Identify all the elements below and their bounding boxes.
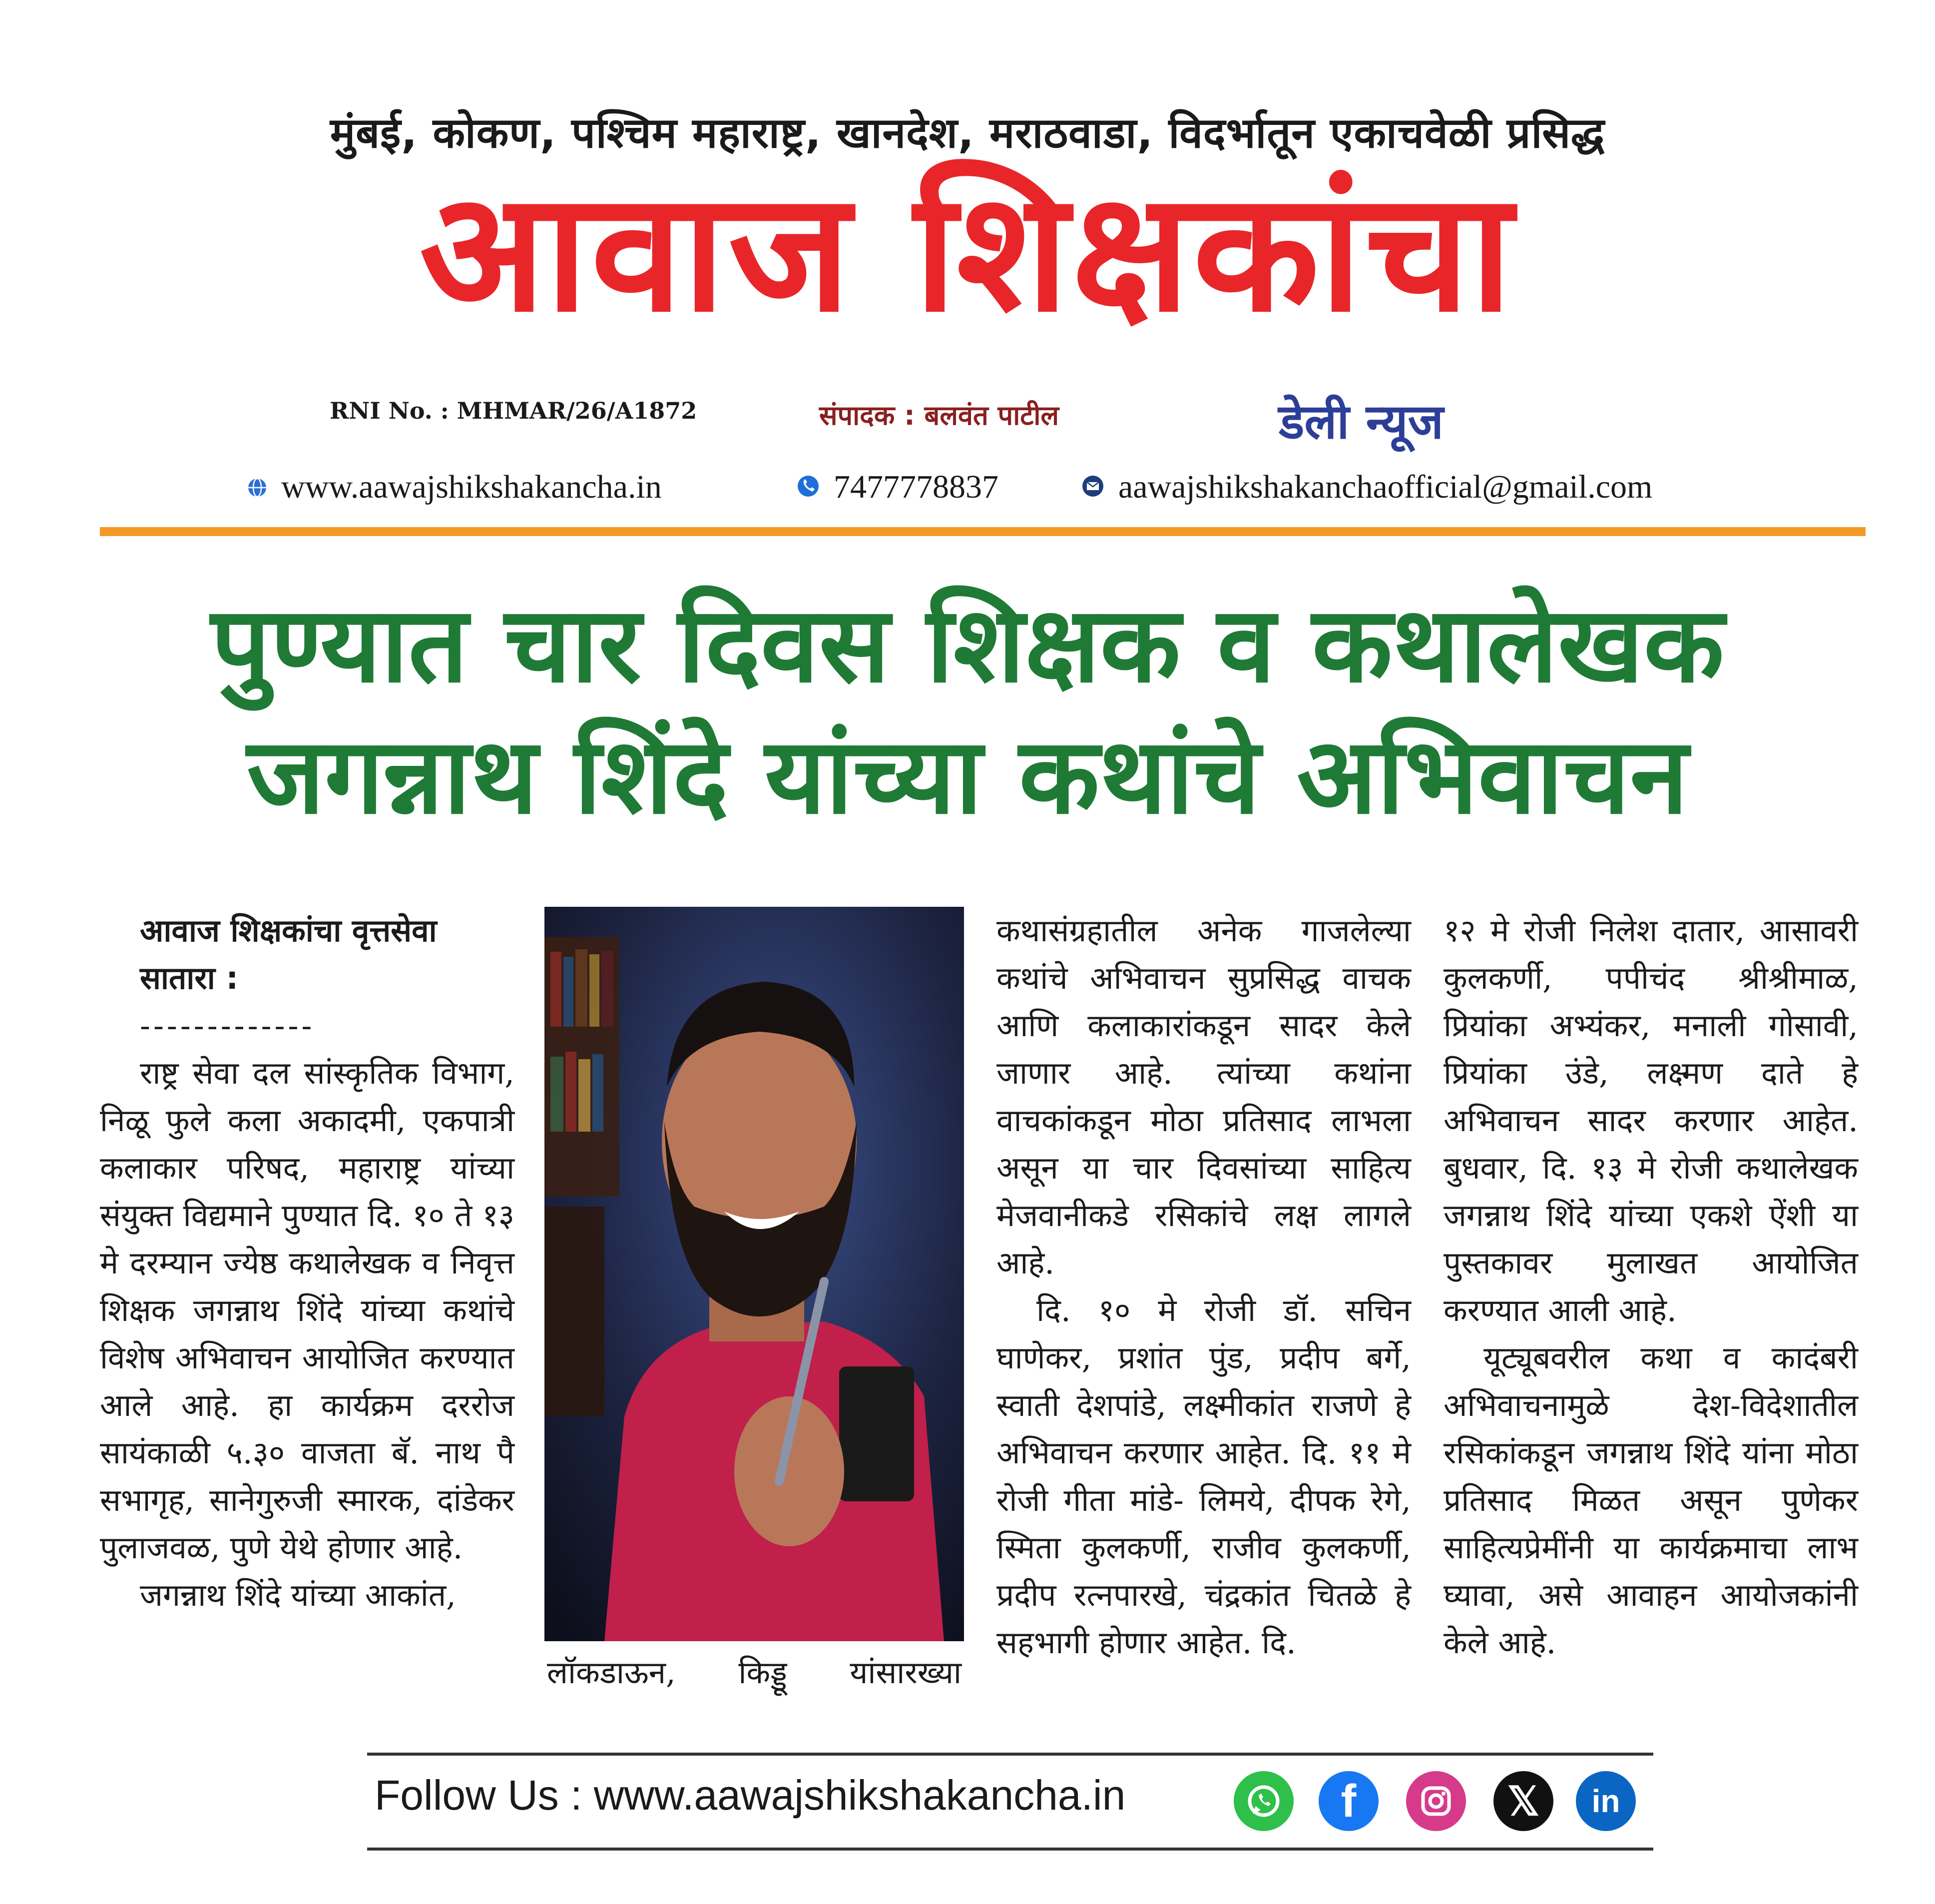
headline-line-2: जगन्नाथ शिंदे यांच्या कथांचे अभिवाचन (247, 714, 1688, 837)
header-divider (100, 527, 1866, 536)
author-photo (544, 907, 964, 1641)
contact-email[interactable] (1081, 467, 1652, 507)
rni-number: RNI No. : MHMAR/26/A1872 (330, 397, 697, 424)
footer-divider-bottom (367, 1848, 1653, 1851)
masthead-tagline: मुंबई, कोकण, पश्चिम महाराष्ट्र, खानदेश, मराठवाडा, विदर्भातून एकाचवेळी प्रसिद्ध (330, 108, 1605, 157)
email-text: aawajshikshakanchaofficial@gmail.com (1118, 469, 1653, 505)
article-headline (75, 580, 1860, 842)
article-column-1 (100, 907, 514, 1619)
email-icon (1081, 468, 1104, 506)
article-column-3 (996, 907, 1411, 1666)
byline-agency: आवाज शिक्षकांचा वृत्तसेवा (140, 912, 437, 949)
globe-icon (247, 468, 267, 506)
facebook-icon[interactable]: f (1319, 1771, 1379, 1831)
column-3-paragraph-2: दि. १० मे रोजी डॉ. सचिन घाणेकर, प्रशांत पुंड, प्रदीप बर्गे, स्वाती देशपांडे, लक्ष्मीकांत राजणे हे अभिवाचन करणार आहेत. दि. ११ मे रोजी गीता मांडे- लिमये, दीपक रेगे, स्मिता कुलकर्णी, राजीव कुलकर्णी, प्रदीप रत्नपारखे, चंद्रकांत चितळे हे सहभागी होणार आहेत. दि. (996, 1292, 1411, 1661)
byline-location: सातारा : (140, 960, 239, 996)
column-1-paragraph-1: राष्ट्र सेवा दल सांस्कृतिक विभाग, निळू फुले कला अकादमी, एकपात्री कलाकार परिषद, महाराष्ट्र यांच्या संयुक्त विद्यमाने पुण्यात दि. १० ते १३ मे दरम्यान ज्येष्ठ कथालेखक व निवृत्त शिक्षक जगन्नाथ शिंदे यांच्या कथांचे विशेष अभिवाचन आयोजित करण्यात आले आहे. हा कार्यक्रम दररोज सायंकाळी ५.३० वाजता बॅ. नाथ पै सभागृह, सानेगुरुजी स्मारक, दांडेकर पुलाजवळ, पुणे येथे होणार आहे. (100, 1055, 514, 1566)
column-4-paragraph-1: १२ मे रोजी निलेश दातार, आसावरी कुलकर्णी, पपीचंद श्रीश्रीमाळ, प्रियांका अभ्यंकर, मनाली गोसावी, प्रियांका उंडे, लक्ष्मण दाते हे अभिवाचन सादर करणार आहेत. बुधवार, दि. १३ मे रोजी कथालेखक जगन्नाथ शिंदे यांच्या एकशे ऐंशी या पुस्तकावर मुलाखत आयोजित करण्यात आली आहे. (1444, 912, 1858, 1328)
instagram-icon[interactable] (1406, 1771, 1466, 1831)
headline-line-1: पुण्यात चार दिवस शिक्षक व कथालेखक (211, 584, 1724, 706)
editor-name: संपादक : बलवंत पाटील (819, 400, 1059, 431)
contact-website[interactable] (247, 467, 662, 507)
edition-label: डेली न्यूज (1279, 394, 1444, 450)
newspaper-title: आवाज शिक्षकांचा (419, 156, 1516, 348)
linkedin-icon[interactable]: in (1576, 1771, 1636, 1831)
contact-phone[interactable] (797, 467, 998, 507)
website-text: www.aawajshikshakancha.in (281, 469, 662, 505)
follow-us-text[interactable]: Follow Us : www.aawajshikshakancha.in (375, 1772, 1126, 1819)
x-icon[interactable]: 𝕏 (1493, 1771, 1553, 1831)
column-4-paragraph-2: यूट्यूबवरील कथा व कादंबरी अभिवाचनामुळे देश-विदेशातील रसिकांकडून जगन्नाथ शिंदे यांना मोठा प्रतिसाद मिळत असून पुणेकर साहित्यप्रेमींनी या कार्यक्रमाचा लाभ घ्यावा, असे आवाहन आयोजकांनी केले आहे. (1444, 1339, 1858, 1661)
article-column-4 (1444, 907, 1858, 1666)
phone-text: 7477778837 (834, 469, 998, 505)
whatsapp-icon[interactable] (1234, 1771, 1294, 1831)
phone-icon (797, 468, 820, 506)
footer-divider-top (367, 1753, 1653, 1756)
column-2-text: लॉकडाऊन, किड्डू यांसारख्या (547, 1654, 962, 1691)
column-1-paragraph-2: जगन्नाथ शिंदे यांच्या आकांत, (140, 1577, 456, 1613)
column-3-paragraph-1: कथासंग्रहातील अनेक गाजलेल्या कथांचे अभिवाचन सुप्रसिद्ध वाचक आणि कलाकारांकडून सादर केले जाणार आहे. त्यांच्या कथांना वाचकांकडून मोठा प्रतिसाद लाभला असून या चार दिवसांच्या साहित्य मेजवानीकडे रसिकांचे लक्ष लागले आहे. (996, 912, 1411, 1281)
byline-separator: ------------- (140, 1007, 315, 1044)
